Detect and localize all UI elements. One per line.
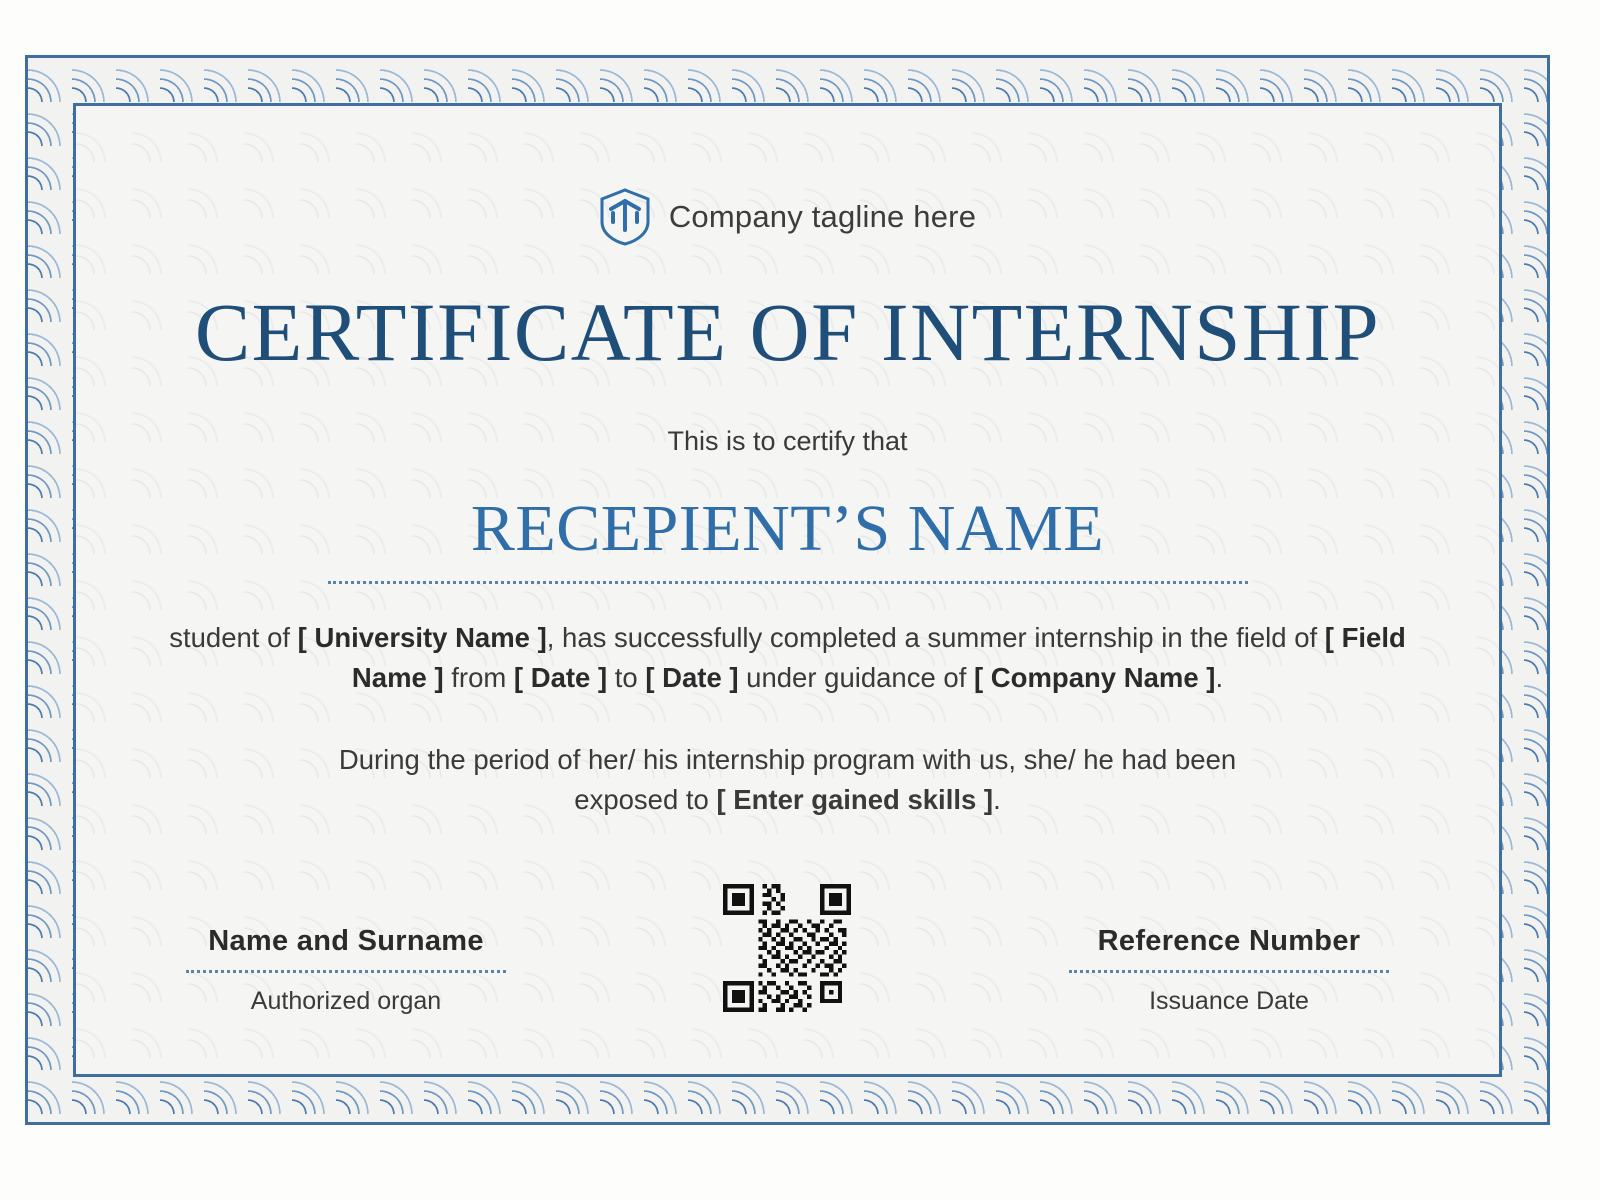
certificate-card xyxy=(25,55,1550,1125)
body-paragraph-2 xyxy=(288,740,1288,820)
body2-end: . xyxy=(993,783,1001,815)
signature-dotted-rule-left xyxy=(186,970,506,973)
reference-number-label: Reference Number xyxy=(1097,925,1361,957)
skills-placeholder: [ Enter gained skills ] xyxy=(716,783,994,815)
signature-block-right xyxy=(1029,925,1429,1016)
body2-pre: During the period of her/ his internship program with us, she/ he had been exposed to xyxy=(338,743,1237,815)
qr-code-icon xyxy=(723,884,851,1012)
certificate-inner-frame xyxy=(73,103,1502,1077)
logo-row xyxy=(146,188,1429,246)
field-placeholder: [ Field Name ] xyxy=(351,622,1406,693)
date-from-placeholder: [ Date ] xyxy=(513,661,608,693)
certificate-content xyxy=(76,106,1499,1074)
body-guidance: under guidance of xyxy=(738,661,974,693)
issuance-date-label: Issuance Date xyxy=(1149,987,1309,1015)
certify-line: This is to certify that xyxy=(667,426,908,456)
qr-code-block xyxy=(723,884,853,1016)
certificate-footer xyxy=(146,884,1429,1016)
company-tagline: Company tagline here xyxy=(668,199,977,234)
body-from: from xyxy=(443,661,514,693)
signature-block-left xyxy=(146,925,546,1016)
body-pre: student of xyxy=(169,622,298,653)
certificate-title: CERTIFICATE OF INTERNSHIP xyxy=(194,286,1381,378)
company-placeholder: [ Company Name ] xyxy=(974,661,1216,693)
signatory-name: Name and Surname xyxy=(208,925,484,957)
date-to-placeholder: [ Date ] xyxy=(645,661,739,693)
body-paragraph-1 xyxy=(163,618,1413,698)
recipient-name: RECEPIENT’S NAME xyxy=(470,492,1105,565)
body-end: . xyxy=(1215,661,1224,693)
signature-dotted-rule-right xyxy=(1069,970,1389,973)
body-mid: , has successfully completed a summer internship in the field of xyxy=(546,622,1325,653)
body-to: to xyxy=(607,661,646,693)
company-shield-logo-icon xyxy=(599,188,651,246)
recipient-dotted-rule xyxy=(328,581,1248,584)
signatory-role: Authorized organ xyxy=(250,987,442,1015)
university-placeholder: [ University Name ] xyxy=(297,622,547,653)
